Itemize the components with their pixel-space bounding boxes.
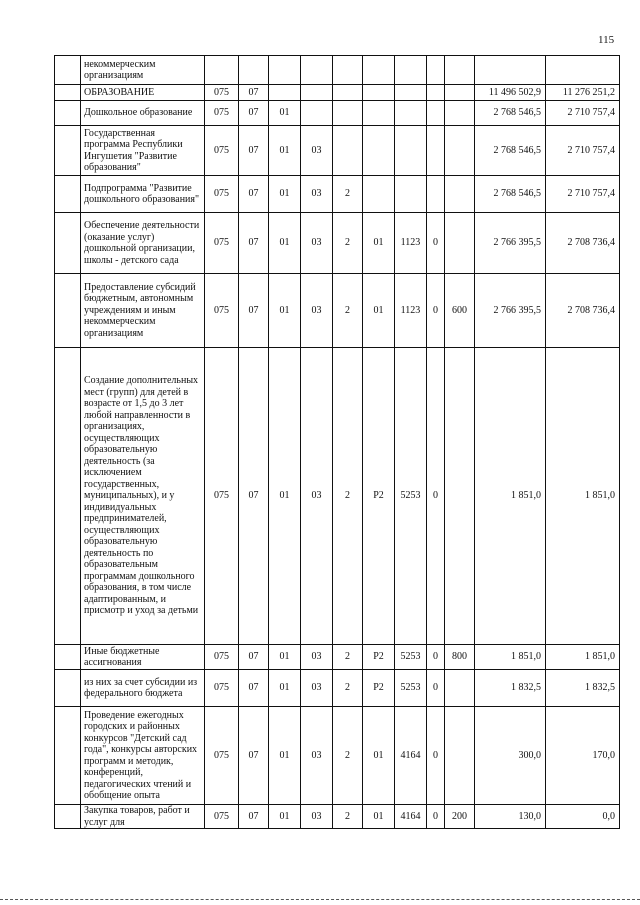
code-cell [333,101,363,126]
code-cell: 03 [301,213,333,274]
code-cell [363,176,395,213]
table-row [55,126,620,176]
code-cell [427,56,445,85]
code-cell: 2 [333,213,363,274]
code-cell: P2 [363,348,395,645]
amount-cell: 2 710 757,4 [546,176,620,213]
code-cell: 5253 [395,670,427,707]
row-index-cell [55,85,81,101]
code-cell: 075 [205,348,239,645]
code-cell [445,348,475,645]
amount-cell: 2 710 757,4 [546,101,620,126]
code-cell: 075 [205,707,239,805]
code-cell: 07 [239,645,269,670]
code-cell: 01 [269,101,301,126]
code-cell: 07 [239,348,269,645]
code-cell: 0 [427,670,445,707]
code-cell: 07 [239,176,269,213]
row-index-cell [55,176,81,213]
code-cell [427,126,445,176]
code-cell: 0 [427,707,445,805]
code-cell [445,85,475,101]
code-cell: 01 [363,274,395,348]
code-cell [395,176,427,213]
row-name-cell: Подпрограмма "Развитие дошкольного образования" [81,176,205,213]
amount-cell: 300,0 [475,707,546,805]
code-cell: 1123 [395,274,427,348]
amount-cell: 2 766 395,5 [475,213,546,274]
code-cell: 0 [427,274,445,348]
code-cell [333,56,363,85]
code-cell: 4164 [395,805,427,829]
page-bottom-edge [0,899,640,900]
row-index-cell [55,101,81,126]
code-cell: 075 [205,176,239,213]
code-cell [301,56,333,85]
code-cell: 5253 [395,348,427,645]
code-cell [427,85,445,101]
code-cell: 2 [333,176,363,213]
code-cell: 01 [269,213,301,274]
row-name-cell: Государственная программа Республики Ингушетия "Развитие образования" [81,126,205,176]
code-cell [363,126,395,176]
code-cell: 075 [205,85,239,101]
code-cell: 2 [333,348,363,645]
code-cell [395,56,427,85]
code-cell [269,85,301,101]
code-cell [445,707,475,805]
row-name-cell: Проведение ежегодных городских и районных конкурсов "Детский сад года", конкурсы авторских программ и методик, конференций, педагогических чтений и обобщение опыта [81,707,205,805]
row-index-cell [55,348,81,645]
code-cell [445,56,475,85]
code-cell: 2 [333,707,363,805]
row-index-cell [55,126,81,176]
code-cell [445,126,475,176]
code-cell [445,176,475,213]
code-cell [363,101,395,126]
code-cell: 075 [205,805,239,829]
code-cell: 01 [363,707,395,805]
code-cell: 075 [205,670,239,707]
table-row [55,85,620,101]
row-name-cell: Иные бюджетные ассигнования [81,645,205,670]
amount-cell: 170,0 [546,707,620,805]
code-cell [445,670,475,707]
code-cell: 2 [333,274,363,348]
amount-cell [546,56,620,85]
code-cell [363,85,395,101]
table-row [55,176,620,213]
code-cell: 5253 [395,645,427,670]
table-row [55,805,620,829]
code-cell: 07 [239,126,269,176]
code-cell: 07 [239,274,269,348]
code-cell: 07 [239,805,269,829]
amount-cell: 1 851,0 [475,348,546,645]
table-body [55,56,620,829]
code-cell [239,56,269,85]
amount-cell: 2 708 736,4 [546,274,620,348]
code-cell: 01 [269,274,301,348]
code-cell [395,126,427,176]
code-cell: 01 [269,707,301,805]
row-index-cell [55,670,81,707]
code-cell [445,101,475,126]
code-cell: 2 [333,670,363,707]
code-cell: 0 [427,348,445,645]
amount-cell: 1 851,0 [546,645,620,670]
code-cell [445,213,475,274]
code-cell: 200 [445,805,475,829]
table-row [55,213,620,274]
code-cell: 07 [239,85,269,101]
code-cell: 03 [301,348,333,645]
code-cell: 075 [205,274,239,348]
table-row [55,645,620,670]
code-cell: 03 [301,176,333,213]
amount-cell: 1 832,5 [475,670,546,707]
code-cell: 03 [301,645,333,670]
row-index-cell [55,274,81,348]
budget-table [54,55,620,829]
code-cell: 800 [445,645,475,670]
code-cell: 075 [205,645,239,670]
code-cell: 0 [427,645,445,670]
code-cell [333,126,363,176]
row-index-cell [55,213,81,274]
code-cell: 03 [301,126,333,176]
amount-cell: 11 496 502,9 [475,85,546,101]
code-cell: 1123 [395,213,427,274]
code-cell: 07 [239,670,269,707]
code-cell: 01 [269,670,301,707]
row-name-cell: из них за счет субсидии из федерального бюджета [81,670,205,707]
table-row [55,274,620,348]
code-cell: 03 [301,670,333,707]
table-row [55,670,620,707]
table-row [55,101,620,126]
code-cell [269,56,301,85]
code-cell: 01 [269,176,301,213]
code-cell: 2 [333,805,363,829]
code-cell [301,101,333,126]
code-cell: 01 [269,348,301,645]
amount-cell: 2 766 395,5 [475,274,546,348]
amount-cell: 2 708 736,4 [546,213,620,274]
code-cell: P2 [363,670,395,707]
row-index-cell [55,645,81,670]
code-cell [205,56,239,85]
amount-cell: 2 768 546,5 [475,176,546,213]
table-row [55,56,620,85]
code-cell [301,85,333,101]
amount-cell [475,56,546,85]
row-name-cell: Создание дополнительных мест (групп) для детей в возрасте от 1,5 до 3 лет любой направленности в организациях, осуществляющих образовательную деятельность (за исключением государственных, муниципальных), и у индивидуальных предпринимателей, осуществляющих образовательную деятельность по образовательным программам дошкольного образования, в том числе адаптированным, и присмотр и уход за детьми [81,348,205,645]
amount-cell: 1 851,0 [475,645,546,670]
code-cell: 01 [363,805,395,829]
code-cell [363,56,395,85]
row-name-cell: ОБРАЗОВАНИЕ [81,85,205,101]
code-cell: 2 [333,645,363,670]
code-cell: 01 [363,213,395,274]
row-name-cell: Предоставление субсидий бюджетным, автономным учреждениям и иным некоммерческим организациям [81,274,205,348]
code-cell: 07 [239,213,269,274]
code-cell [427,101,445,126]
code-cell: 03 [301,805,333,829]
code-cell: 600 [445,274,475,348]
row-name-cell: некоммерческим организациям [81,56,205,85]
row-index-cell [55,707,81,805]
code-cell: 07 [239,101,269,126]
code-cell [427,176,445,213]
code-cell [333,85,363,101]
row-index-cell [55,805,81,829]
code-cell: 01 [269,645,301,670]
page-number: 115 [598,34,615,46]
code-cell: 075 [205,126,239,176]
amount-cell: 130,0 [475,805,546,829]
table-row [55,707,620,805]
amount-cell: 2 710 757,4 [546,126,620,176]
amount-cell: 11 276 251,2 [546,85,620,101]
code-cell: 07 [239,707,269,805]
amount-cell: 1 851,0 [546,348,620,645]
code-cell: 01 [269,126,301,176]
row-name-cell: Закупка товаров, работ и услуг для [81,805,205,829]
code-cell: P2 [363,645,395,670]
code-cell: 075 [205,213,239,274]
table-row [55,348,620,645]
code-cell: 0 [427,213,445,274]
amount-cell: 2 768 546,5 [475,101,546,126]
amount-cell: 0,0 [546,805,620,829]
code-cell: 075 [205,101,239,126]
code-cell: 03 [301,707,333,805]
code-cell [395,101,427,126]
row-index-cell [55,56,81,85]
code-cell: 03 [301,274,333,348]
row-name-cell: Дошкольное образование [81,101,205,126]
amount-cell: 1 832,5 [546,670,620,707]
code-cell [395,85,427,101]
amount-cell: 2 768 546,5 [475,126,546,176]
code-cell: 01 [269,805,301,829]
row-name-cell: Обеспечение деятельности (оказание услуг) дошкольной организации, школы - детского сада [81,213,205,274]
code-cell: 0 [427,805,445,829]
code-cell: 4164 [395,707,427,805]
